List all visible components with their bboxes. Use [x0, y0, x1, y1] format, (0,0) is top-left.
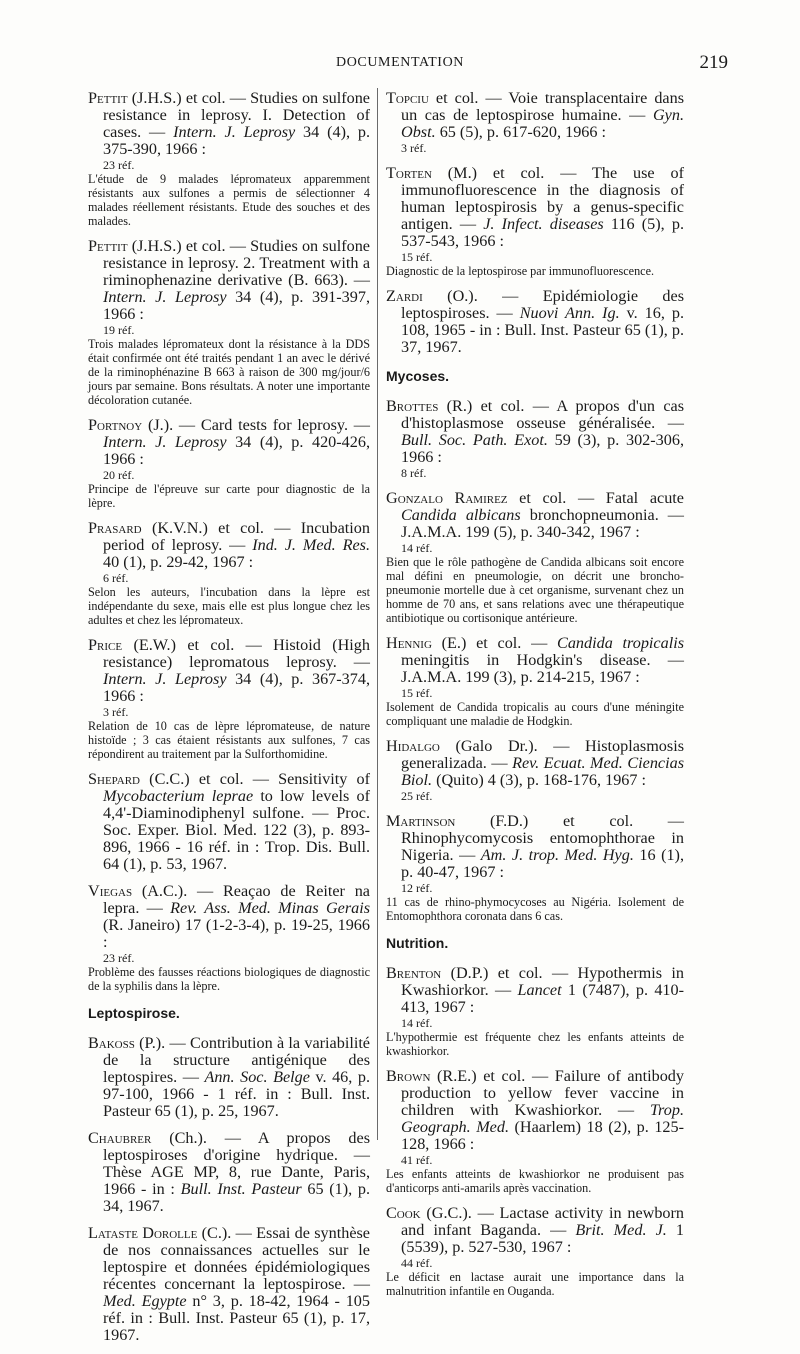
author-name: Price [88, 636, 123, 654]
abstract: Les enfants atteints de kwashiorkor ne produisent pas d'anticorps anti-amarils après vaccination. [386, 1167, 684, 1195]
journal-title: Am. J. trop. Med. Hyg. [480, 846, 634, 864]
citation-text: (A.C.). — Reaçao de Reiter na lepra. — [103, 882, 370, 917]
abstract: Diagnostic de la leptospirose par immunofluorescence. [386, 264, 655, 278]
bibliography-entry [386, 288, 684, 356]
reference-count: 15 réf. [401, 686, 433, 700]
reference-count: 6 réf. [103, 571, 129, 585]
citation-details: 116 (5), p. 537-543, 1966 : [401, 215, 684, 250]
citation [386, 1068, 684, 1153]
citation [88, 637, 370, 705]
reference-count: 3 réf. [103, 705, 129, 719]
citation [88, 238, 370, 323]
author-name: Shepard [88, 770, 140, 788]
citation-text: (J.). — Card tests for leprosy. — [142, 416, 370, 434]
author-name: Cook [386, 1204, 421, 1222]
citation [386, 288, 684, 356]
citation-details: bronchopneumonia. — J.A.M.A. 199 (5), p. 340-342, 1967 : [401, 506, 684, 541]
author-name: Zardi [386, 287, 423, 305]
author-name: Hennig [386, 634, 432, 652]
bibliography-entry [88, 637, 370, 761]
citation-details: 1 (5539), p. 527-530, 1967 : [401, 1221, 684, 1256]
journal-title: Intern. J. Leprosy [103, 288, 227, 306]
citation-details: 34 (4), p. 420-426, 1966 : [103, 433, 370, 468]
citation-details: v. 16, p. 108, 1965 - in : Bull. Inst. Pasteur 65 (1), p. 37, 1967. [401, 304, 684, 356]
author-name: Hidalgo [386, 737, 440, 755]
abstract: 11 cas de rhino-phymocycoses au Nigéria. Isolement de Entomophthora coronata dans 6 cas. [386, 895, 684, 923]
bibliography-entry [386, 1205, 684, 1298]
citation [88, 520, 370, 571]
citation-text: (C.C.) et col. — Sensitivity of [140, 770, 370, 788]
citation-details: 16 (1), p. 40-47, 1967 : [401, 846, 684, 881]
bibliography-entry [386, 813, 684, 923]
bibliography-entry [386, 398, 684, 480]
journal-title: Med. Egypte [103, 1292, 187, 1310]
journal-title: J. Infect. diseases [483, 215, 604, 233]
author-name: Martinson [386, 812, 456, 830]
citation-text: (F.D.) et col. — Rhinophycomycosis entomophthorae in Nigeria. — [401, 812, 684, 864]
right-column [386, 90, 684, 1308]
citation-text: (Ch.). — A propos des leptospiroses d'origine hydrique. — Thèse AGE MP, 8, rue Dante, Paris, 1966 - in : [103, 1129, 370, 1198]
author-name: Brottes [386, 397, 439, 415]
journal-title: Rev. Ass. Med. Minas Gerais [170, 899, 371, 917]
citation [386, 813, 684, 881]
left-column [88, 90, 370, 1354]
citation-details: 34 (4), p. 375-390, 1966 : [103, 123, 371, 158]
journal-title: Trop. Geograph. Med. [401, 1101, 684, 1136]
citation [386, 90, 684, 141]
citation-details: (Quito) 4 (3), p. 168-176, 1967 : [432, 771, 647, 789]
citation-text: (G.C.). — Lactase activity in newborn and infant Baganda. — [401, 1204, 684, 1239]
citation-details: meningitis in Hodgkin's disease. — J.A.M.A. 199 (3), p. 214-215, 1967 : [401, 651, 684, 686]
citation-details: 40 (1), p. 29-42, 1967 : [103, 553, 254, 571]
journal-title: Bull. Inst. Pasteur [180, 1180, 302, 1198]
journal-title: Candida tropicalis [557, 634, 684, 652]
bibliography-entry [386, 635, 684, 728]
bibliography-entry [88, 417, 370, 510]
journal-title: Intern. J. Leprosy [103, 433, 227, 451]
citation-text: et col. — Fatal acute [507, 489, 684, 507]
author-name: Chaubrer [88, 1129, 152, 1147]
bibliography-entry [386, 165, 684, 278]
journal-title: Lancet [517, 981, 562, 999]
citation-text: (R.) et col. — A propos d'un cas d'histoplasmose osseuse généralisée. — [401, 397, 684, 432]
citation [386, 738, 684, 789]
reference-count: 23 réf. [103, 158, 135, 172]
citation [88, 1130, 370, 1215]
citation-text: (D.P.) et col. — Hypothermis in Kwashiorkor. — [401, 964, 684, 999]
abstract: Principe de l'épreuve sur carte pour diagnostic de la lèpre. [88, 482, 370, 510]
citation-text: (J.H.S.) et col. — Studies on sulfone resistance in leprosy. I. Detection of cases. — [103, 89, 370, 141]
citation-details: 34 (4), p. 367-374, 1966 : [103, 670, 370, 705]
bibliography-entry [88, 520, 370, 627]
citation-details: 65 (5), p. 617-620, 1966 : [435, 123, 607, 141]
abstract: Le déficit en lactase aurait une importance dans la malnutrition infantile en Ouganda. [386, 1270, 684, 1298]
journal-title: Mycobacterium leprae [103, 787, 254, 805]
citation-details: to low levels of 4,4'-Diaminodiphenyl sulfone. — Proc. Soc. Exper. Biol. Med. 122 (3), p. 893-896, 1966 - 16 réf. in : Trop. Dis. Bull. 64 (1), p. 53, 1967. [103, 787, 370, 873]
abstract: Selon les auteurs, l'incubation dans la lèpre est indépendante du sexe, mais elle est plus longue chez les adultes et chez les lépromateux. [88, 585, 370, 627]
citation-text: (C.). — Essai de synthèse de nos connaissances actuelles sur le leptospire et données épidémiologiques récentes concernant la leptospirose. — [103, 1224, 370, 1293]
bibliography-entry [386, 490, 684, 625]
journal-title: Nuovi Ann. Ig. [519, 304, 620, 322]
author-name: Pettit [88, 89, 128, 107]
journal-title: Intern. J. Leprosy [173, 123, 296, 141]
bibliography-entry [386, 738, 684, 803]
reference-count: 20 réf. [103, 468, 135, 482]
reference-count: 25 réf. [401, 789, 433, 803]
citation-text: (O.). — Epidémiologie des leptospiroses. — [401, 287, 684, 322]
citation-text: (M.) et col. — The use of immunofluorescence in the diagnosis of human leptospirosis by a genus-specific antigen. — [401, 164, 684, 233]
abstract: Problème des fausses réactions biologiques de diagnostic de la syphilis dans la lèpre. [88, 965, 370, 993]
abstract: Isolement de Candida tropicalis au cours d'une méningite compliquant une maladie de Hodgkin. [386, 700, 684, 728]
citation-details: 1 (7487), p. 410-413, 1967 : [401, 981, 684, 1016]
citation-details: 65 (1), p. 34, 1967. [103, 1180, 371, 1215]
citation [88, 417, 370, 468]
author-name: Prasard [88, 519, 142, 537]
section-heading: Mycoses. [386, 368, 450, 384]
citation-details: n° 3, p. 18-42, 1964 - 105 réf. in : Bull. Inst. Pasteur 65 (1), p. 17, 1967. [103, 1292, 370, 1344]
bibliography-entry [88, 883, 370, 993]
bibliography-entry [386, 1068, 684, 1195]
citation-details: (Haarlem) 18 (2), p. 125-128, 1966 : [401, 1118, 684, 1153]
citation-text: (K.V.N.) et col. — Incubation period of leprosy. — [103, 519, 370, 554]
citation [88, 1035, 370, 1120]
reference-count: 15 réf. [401, 250, 433, 264]
author-name: Topciu [386, 89, 429, 107]
author-name: Pettit [88, 237, 128, 255]
citation-text: (R.E.) et col. — Failure of antibody production to yellow fever vaccine in children with Kwashiorkor. — [401, 1067, 684, 1119]
author-name: Gonzalo Ramirez [386, 489, 508, 507]
citation [386, 490, 684, 541]
reference-count: 14 réf. [401, 1016, 433, 1030]
reference-count: 3 réf. [401, 141, 427, 155]
citation-text: (Galo Dr.). — Histoplasmosis generalizada. — [401, 737, 684, 772]
reference-count: 23 réf. [103, 951, 135, 965]
reference-count: 12 réf. [401, 881, 433, 895]
page-header [90, 52, 728, 74]
bibliography-entry [386, 90, 684, 155]
author-name: Brown [386, 1067, 431, 1085]
abstract: L'hypothermie est fréquente chez les enfants atteints de kwashiorkor. [386, 1030, 684, 1058]
citation [386, 398, 684, 466]
author-name: Torten [386, 164, 432, 182]
citation-text: (E.) et col. — [431, 634, 558, 652]
column-divider [377, 88, 378, 1140]
author-name: Brenton [386, 964, 442, 982]
reference-count: 19 réf. [103, 323, 135, 337]
journal-title: Ind. J. Med. Res. [252, 536, 370, 554]
citation-text: (J.H.S.) et col. — Studies on sulfone resistance in leprosy. 2. Treatment with a riminophenazine derivative (B. 663). — [103, 237, 370, 289]
abstract: Relation de 10 cas de lèpre lépromateuse, de nature histoïde ; 3 cas étaient résistants aux sulfones, 7 cas répondirent au traitement par la Sulforthomidine. [88, 719, 370, 761]
reference-count: 44 réf. [401, 1256, 433, 1270]
citation-details: 34 (4), p. 391-397, 1966 : [103, 288, 370, 323]
bibliography-entry [88, 1225, 370, 1344]
abstract: L'étude de 9 malades lépromateux apparemment résistants aux sulfones a permis de sélectionner 4 malades réellement résistants. Etude des souches et des malades. [88, 172, 370, 228]
journal-title: Rev. Ecuat. Med. Ciencias Biol. [401, 754, 684, 789]
citation [88, 883, 370, 951]
reference-count: 8 réf. [401, 466, 427, 480]
reference-count: 14 réf. [401, 541, 433, 555]
citation-text: (P.). — Contribution à la variabilité de la structure antigénique des leptospires. — [103, 1034, 370, 1086]
reference-count: 41 réf. [401, 1153, 433, 1167]
citation [88, 1225, 370, 1344]
running-title: DOCUMENTATION [335, 55, 464, 70]
bibliography-entry [88, 90, 370, 228]
bibliography-entry [88, 1130, 370, 1215]
journal-title: Bull. Soc. Path. Exot. [401, 431, 548, 449]
citation [386, 165, 684, 250]
citation [386, 635, 684, 686]
citation-text: (E.W.) et col. — Histoid (High resistance) lepromatous leprosy. — [103, 636, 370, 671]
bibliography-entry [386, 965, 684, 1058]
bibliography-entry [88, 1035, 370, 1120]
journal-title: Intern. J. Leprosy [103, 670, 227, 688]
journal-title: Ann. Soc. Belge [204, 1068, 310, 1086]
bibliography-entry [88, 771, 370, 873]
author-name: Lataste Dorolle [88, 1224, 198, 1242]
bibliography-entry [88, 238, 370, 407]
citation [88, 771, 370, 873]
citation-details: v. 46, p. 97-100, 1966 - 1 réf. in : Bull. Inst. Pasteur 65 (1), p. 25, 1967. [103, 1068, 370, 1120]
citation [386, 965, 684, 1016]
author-name: Bakoss [88, 1034, 135, 1052]
citation-details: (R. Janeiro) 17 (1-2-3-4), p. 19-25, 1966 : [103, 916, 370, 951]
journal-title: Gyn. Obst. [401, 106, 684, 141]
journal-title: Brit. Med. J. [575, 1221, 667, 1239]
author-name: Viegas [88, 882, 133, 900]
section-heading: Nutrition. [386, 935, 449, 951]
page-number: 219 [699, 52, 728, 73]
journal-title: Candida albicans [401, 506, 521, 524]
section-heading: Leptospirose. [88, 1005, 180, 1021]
citation-details: 59 (3), p. 302-306, 1966 : [401, 431, 684, 466]
abstract: Bien que le rôle pathogène de Candida albicans soit encore mal défini en pneumologie, on décrit une broncho-pneumonie mortelle due à cet organisme, survenant chez un homme de 70 ans, et sans relations avec une thérapeutique antibiotique ou cortisonique antérieure. [386, 555, 684, 625]
abstract: Trois malades lépromateux dont la résistance à la DDS était confirmée ont été traités pendant 1 an avec le dérivé de la riminophénazine B 663 à raison de 300 mg/jour/6 jours par semaine. Bons résultats. A noter une importante décoloration cutanée. [88, 337, 370, 407]
citation-text: et col. — Voie transplacentaire dans un cas de leptospirose humaine. — [401, 89, 684, 124]
author-name: Portnoy [88, 416, 143, 434]
citation [88, 90, 370, 158]
